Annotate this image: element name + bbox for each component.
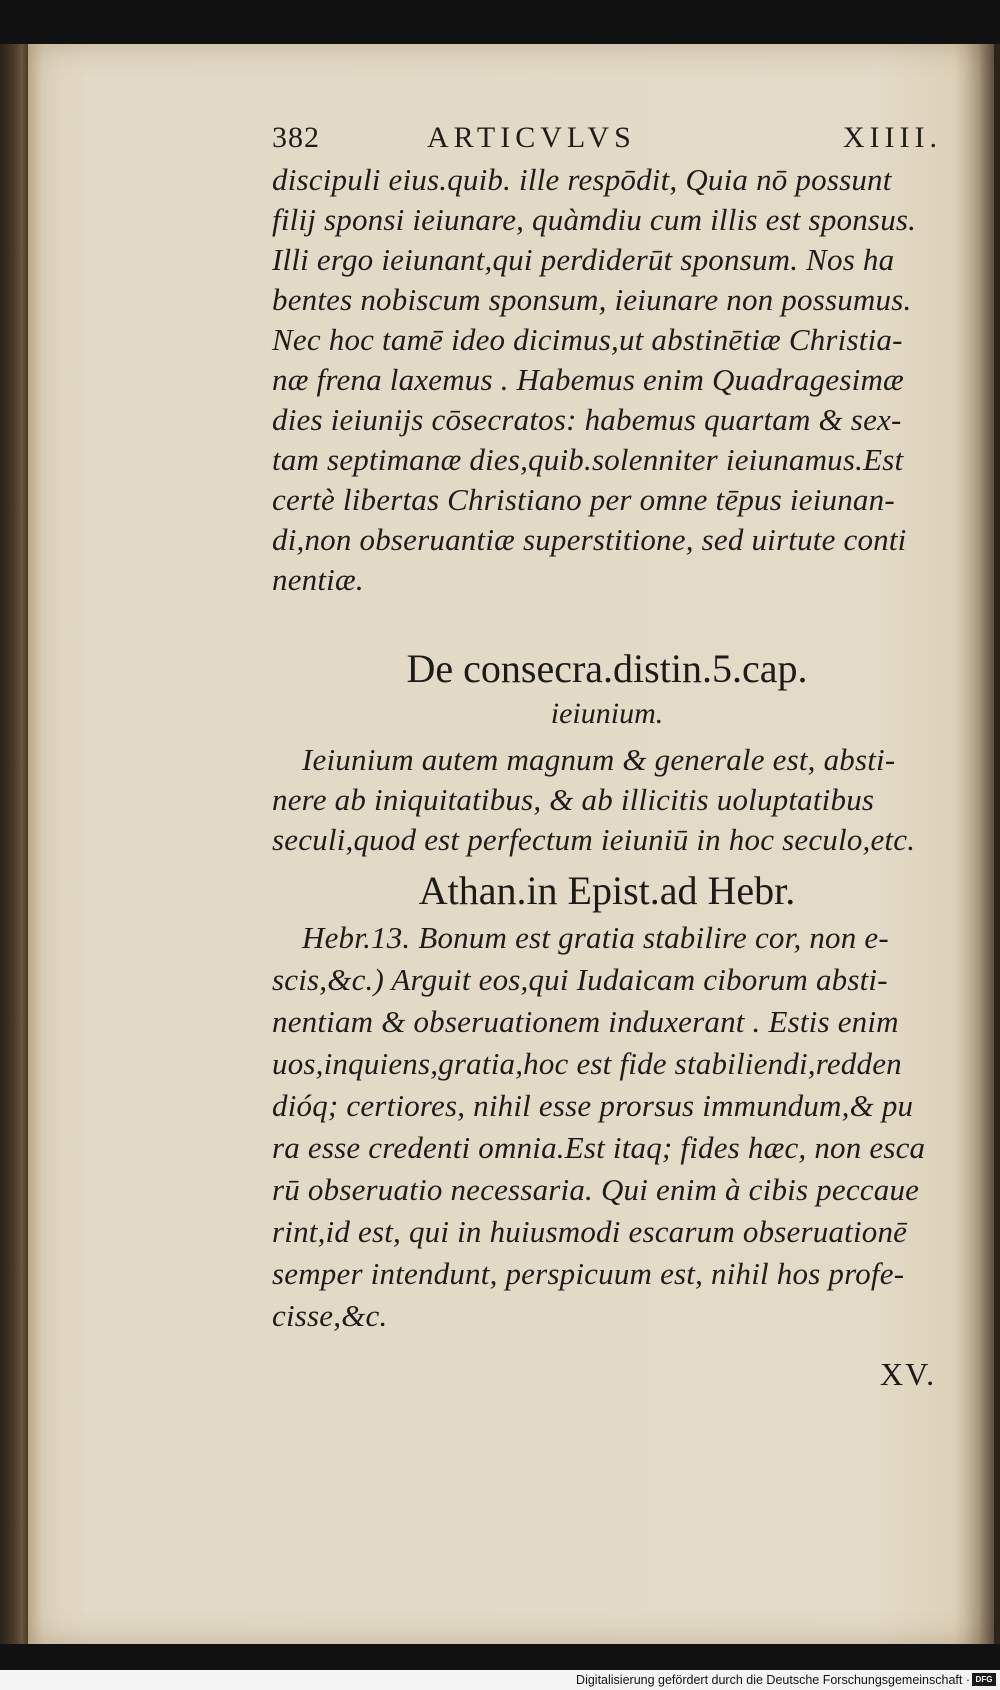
- text-line: filij sponsi ieiunare, quàmdiu cum illis est sponsus.: [272, 202, 917, 237]
- text-line: næ frena laxemus . Habemus enim Quadragesimæ: [272, 362, 904, 397]
- text-line: dies ieiunijs cōsecratos: habemus quartam & sex-: [272, 402, 902, 437]
- text-line: Ieiunium autem magnum & generale est, absti-: [302, 742, 896, 777]
- text-line: Nec hoc tamē ideo dicimus,ut abstinētiæ Christia-: [272, 322, 903, 357]
- text-line: semper intendunt, perspicuum est, nihil hos profe-: [272, 1256, 905, 1291]
- text-line: cisse,&c.: [272, 1298, 388, 1333]
- footer-bar: [0, 1670, 1000, 1690]
- text-line: rint,id est, qui in huiusmodi escarum obseruationē: [272, 1214, 908, 1249]
- text-line: nentiæ.: [272, 562, 364, 597]
- running-title: ARTICVLVS: [427, 121, 636, 154]
- text-line: certè libertas Christiano per omne tēpus ieiunan-: [272, 482, 895, 517]
- article-number: XIIII.: [842, 121, 942, 154]
- text-line: scis,&c.) Arguit eos,qui Iudaicam ciborum absti-: [272, 962, 888, 997]
- text-line: tam septimanæ dies,quib.solenniter ieiunamus.Est: [272, 442, 904, 477]
- catchword: XV.: [880, 1356, 937, 1392]
- text-line: uos,inquiens,gratia,hoc est fide stabiliendi,redden: [272, 1046, 902, 1081]
- text-line: seculi,quod est perfectum ieiuniū in hoc seculo,etc.: [272, 822, 916, 857]
- text-line: dióq; certiores, nihil esse prorsus immundum,& pu: [272, 1088, 914, 1123]
- text-line: ra esse credenti omnia.Est itaq; fides hæc, non esca: [272, 1130, 926, 1165]
- text-line: bentes nobiscum sponsum, ieiunare non possumus.: [272, 282, 912, 317]
- section-heading: Athan.in Epist.ad Hebr.: [418, 868, 796, 913]
- section-heading: De consecra.distin.5.cap.: [406, 646, 808, 691]
- footer-credit: Digitalisierung gefördert durch die Deutsche Forschungsgemeinschaft ·: [576, 1673, 970, 1687]
- text-line: nere ab iniquitatibus, & ab illicitis uoluptatibus: [272, 782, 875, 817]
- text-line: Hebr.13. Bonum est gratia stabilire cor, non e-: [302, 920, 889, 955]
- section-subheading: ieiunium.: [550, 697, 664, 730]
- page-number: 382: [272, 121, 320, 154]
- text-line: discipuli eius.quib. ille respōdit, Quia nō possunt: [272, 162, 892, 197]
- text-line: Illi ergo ieiunant,qui perdiderūt sponsum. Nos ha: [272, 242, 895, 277]
- text-line: rū obseruatio necessaria. Qui enim à cibis peccaue: [272, 1172, 920, 1207]
- dfg-logo-icon: DFG: [972, 1673, 996, 1686]
- text-line: di,non obseruantiæ superstitione, sed uirtute conti: [272, 522, 907, 557]
- text-line: nentiam & obseruationem induxerant . Estis enim: [272, 1004, 899, 1039]
- running-head: [272, 118, 942, 158]
